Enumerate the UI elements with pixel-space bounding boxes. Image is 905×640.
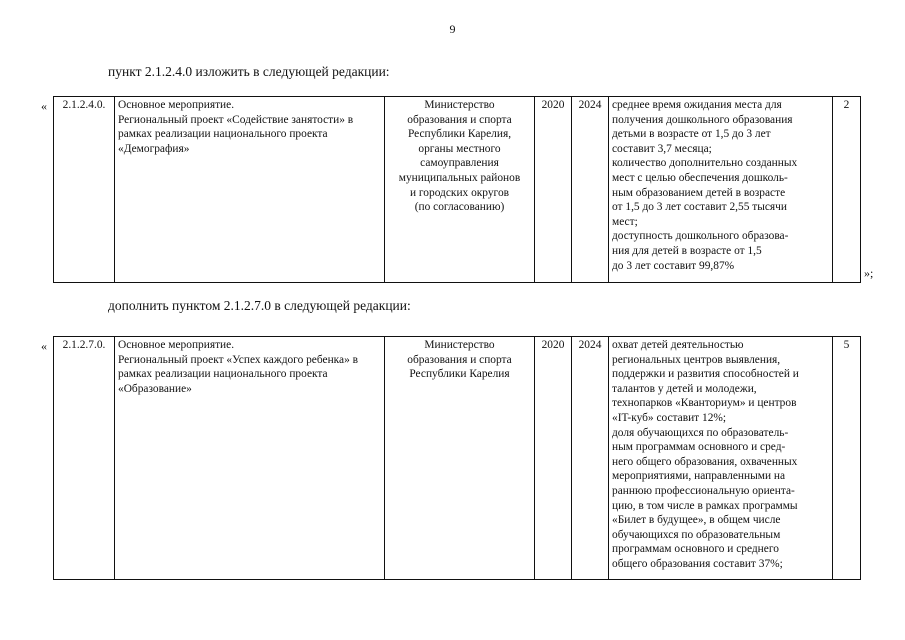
measure-responsible: Министерство образования и спорта Республики Карелия, органы местного самоуправления муниципальных районов и городских округов (по согласованию) xyxy=(385,97,535,283)
table-row xyxy=(54,97,861,283)
measure-number: 2 xyxy=(833,97,861,283)
table-row xyxy=(54,337,861,580)
section1-open-quote: « xyxy=(41,99,47,113)
measure-number: 5 xyxy=(833,337,861,580)
measure-responsible: Министерство образования и спорта Республики Карелия xyxy=(385,337,535,580)
section1-close-quote: »; xyxy=(864,266,874,280)
measure-code: 2.1.2.7.0. xyxy=(54,337,115,580)
page-number: 9 xyxy=(449,22,456,36)
measure-code: 2.1.2.4.0. xyxy=(54,97,115,283)
measure-table-2 xyxy=(53,336,861,580)
section2-intro: дополнить пунктом 2.1.2.7.0 в следующей редакции: xyxy=(108,298,411,313)
year-end: 2024 xyxy=(572,337,609,580)
measure-indicators: охват детей деятельностью региональных центров выявления, поддержки и развития способностей и талантов у детей и молодежи, технопарков «Кванториум» и центров «IT-куб» составит 12%; доля обучающихся по образователь- ным программам основного и сред- него общего образования, охваченных мероприятиями, направленными на раннюю профессиональную ориента- цию, в том числе в рамках программы «Билет в будущее», в общем числе обучающихся по образовательным программам основного и среднего общего образования составит 37%; xyxy=(609,337,833,580)
year-start: 2020 xyxy=(535,337,572,580)
measure-name: Основное мероприятие. Региональный проект «Содействие занятости» в рамках реализации национального проекта «Демография» xyxy=(115,97,385,283)
measure-name: Основное мероприятие. Региональный проект «Успех каждого ребенка» в рамках реализации национального проекта «Образование» xyxy=(115,337,385,580)
measure-table-1 xyxy=(53,96,861,283)
section1-intro: пункт 2.1.2.4.0 изложить в следующей редакции: xyxy=(108,64,390,79)
year-start: 2020 xyxy=(535,97,572,283)
section2-open-quote: « xyxy=(41,339,47,353)
year-end: 2024 xyxy=(572,97,609,283)
measure-indicators: среднее время ожидания места для получения дошкольного образования детьми в возрасте от 1,5 до 3 лет составит 3,7 месяца; количество дополнительно созданных мест с целью обеспечения дошколь- ным образованием детей в возрасте от 1,5 до 3 лет составит 2,55 тысячи мест; доступность дошкольного образова- ния для детей в возрасте от 1,5 до 3 лет составит 99,87% xyxy=(609,97,833,283)
